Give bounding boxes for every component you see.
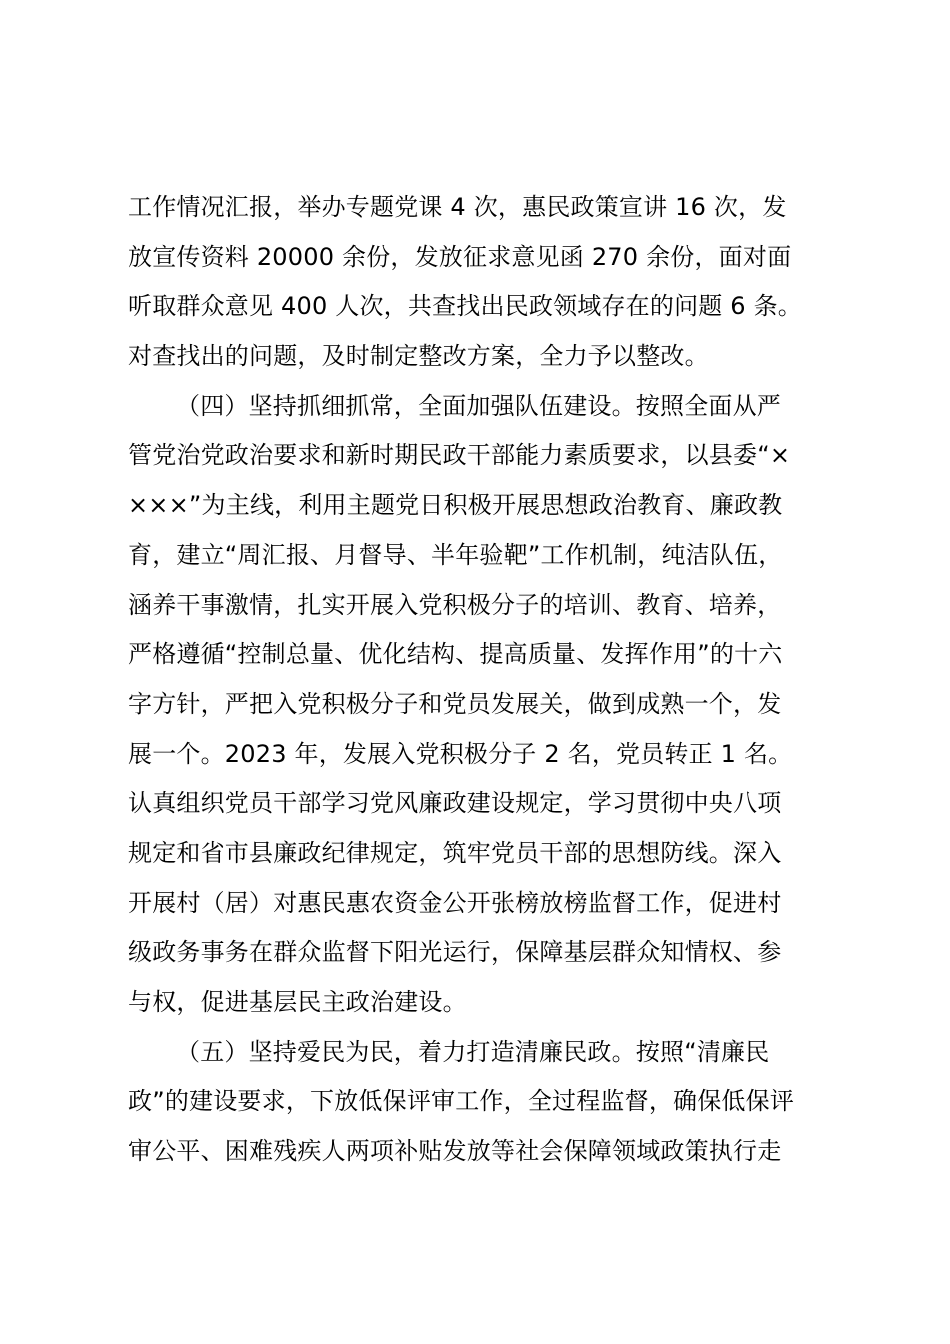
text-line: 与权，促进基层民主政治建设。 (128, 988, 467, 1016)
text-line: 工作情况汇报，举办专题党课 4 次，惠民政策宣讲 16 次，发 (128, 193, 787, 221)
text-line: （五）坚持爱民为民，着力打造清廉民政。按照“清廉民 (176, 1037, 770, 1066)
body-text (128, 183, 838, 1177)
text-line: 规定和省市县廉政纪律规定，筑牢党员干部的思想防线。深入 (128, 838, 782, 867)
text-line: 涵养干事激情，扎实开展入党积极分子的培训、教育、培养， (128, 590, 782, 619)
text-line: 放宣传资料 20000 余份，发放征求意见函 270 余份，面对面 (128, 242, 792, 271)
text-line: 听取群众意见 400 人次，共查找出民政领域存在的问题 6 条。 (128, 292, 802, 321)
text-line: 展一个。2023 年，发展入党积极分子 2 名，党员转正 1 名。 (128, 739, 793, 768)
text-line: 审公平、困难残疾人两项补贴发放等社会保障领域政策执行走 (128, 1137, 782, 1166)
text-line: （四）坚持抓细抓常，全面加强队伍建设。按照全面从严 (176, 391, 781, 420)
text-line: 对查找出的问题，及时制定整改方案，全力予以整改。 (128, 342, 709, 371)
text-line: 育，建立“周汇报、月督导、半年验靶”工作机制，纯洁队伍， (128, 540, 783, 569)
text-line: 管党治党政治要求和新时期民政干部能力素质要求，以县委“× (128, 441, 791, 470)
text-line: 严格遵循“控制总量、优化结构、提高质量、发挥作用”的十六 (128, 640, 783, 669)
text-line: 级政务事务在群众监督下阳光运行，保障基层群众知情权、参 (128, 938, 782, 967)
text-line: 认真组织党员干部学习党风廉政建设规定，学习贯彻中央八项 (128, 789, 782, 818)
text-line: ×××”为主线，利用主题党日积极开展思想政治教育、廉政教 (128, 491, 783, 520)
text-line: 政”的建设要求，下放低保评审工作，全过程监督，确保低保评 (128, 1087, 795, 1116)
text-line: 字方针，严把入党积极分子和党员发展关，做到成熟一个，发 (128, 689, 782, 718)
text-line: 开展村（居）对惠民惠农资金公开张榜放榜监督工作，促进村 (128, 888, 782, 917)
